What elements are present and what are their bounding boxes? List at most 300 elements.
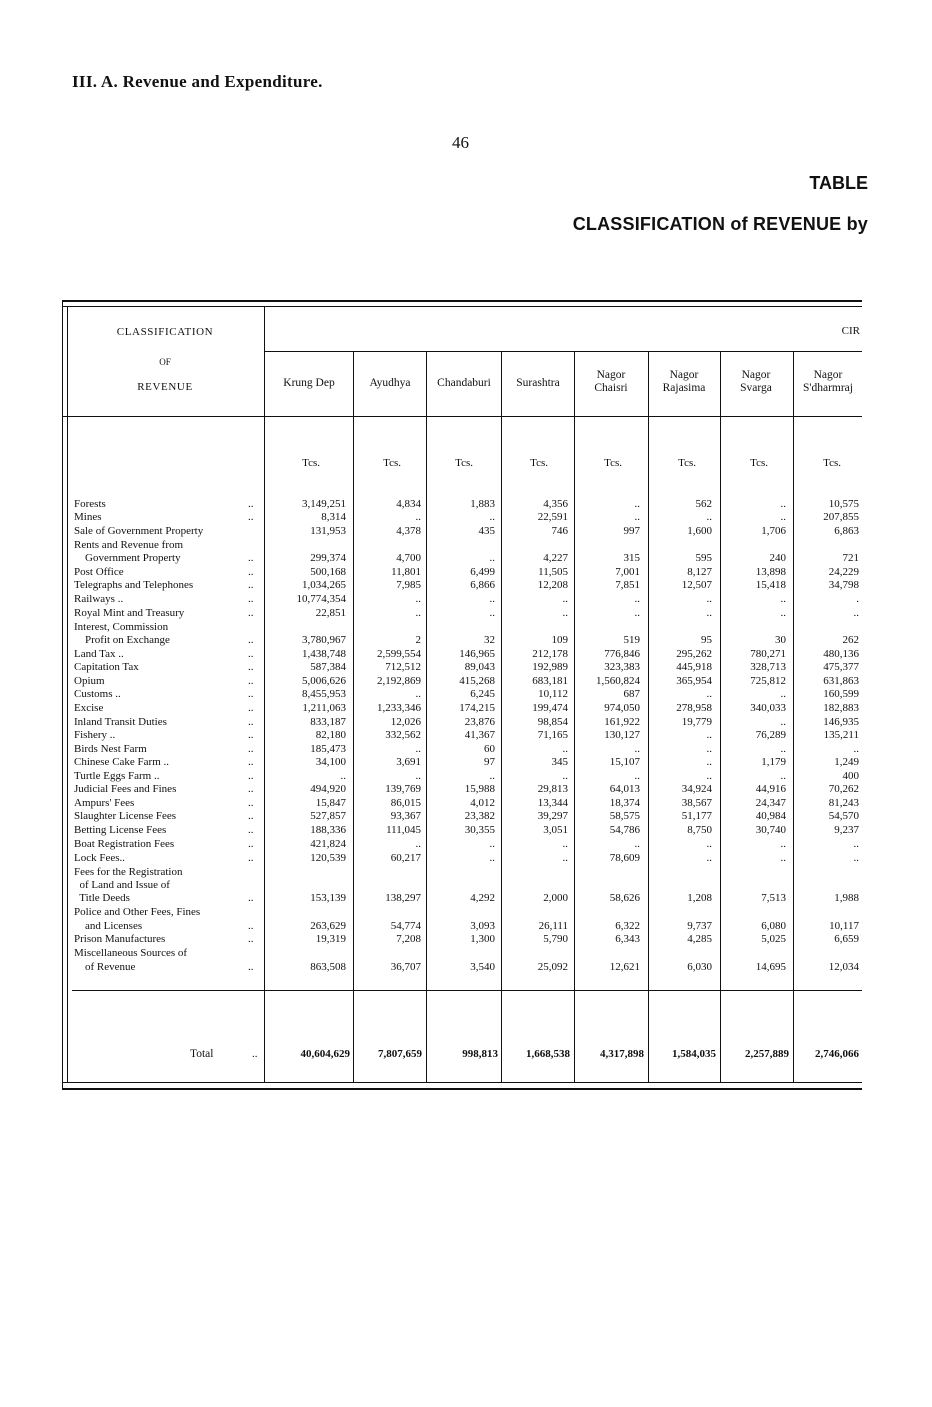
table-cell: 153,139 — [310, 892, 346, 904]
table-cell: 3,691 — [396, 756, 421, 768]
table-cell: 5,006,626 — [302, 675, 346, 687]
row-label: Lock Fees.. — [74, 852, 126, 864]
table-cell: .. — [415, 511, 421, 523]
table-cell: 4,285 — [687, 933, 712, 945]
row-label: Customs .. — [74, 688, 121, 700]
table-cell: .. — [415, 743, 421, 755]
table-cell: 323,383 — [604, 661, 640, 673]
col-header-ayudhya: Ayudhya — [369, 377, 411, 389]
table-cell: 93,367 — [390, 810, 421, 822]
table-cell: 4,012 — [470, 797, 495, 809]
table-cell: 400 — [842, 770, 859, 782]
table-cell: .. — [489, 552, 495, 564]
table-cell: .. — [415, 607, 421, 619]
table-cell: 2,599,554 — [377, 648, 421, 660]
table-cell: .. — [780, 770, 786, 782]
row-label: and Licenses — [74, 920, 143, 932]
table-cell: 6,659 — [834, 933, 859, 945]
table-cell: 24,347 — [755, 797, 786, 809]
table-cell: 10,575 — [828, 498, 859, 510]
table-cell: .. — [634, 607, 640, 619]
table-cell: 24,229 — [828, 566, 859, 578]
table-cell: 9,737 — [687, 920, 712, 932]
row-label: Mines — [74, 511, 102, 523]
table-row — [0, 757, 932, 768]
row-label: Turtle Eggs Farm .. — [74, 770, 160, 782]
row-label: Judicial Fees and Fines — [74, 783, 177, 795]
table-cell: 1,988 — [834, 892, 859, 904]
table-cell: 1,300 — [470, 933, 495, 945]
table-cell: .. — [634, 593, 640, 605]
table-cell: 278,958 — [676, 702, 712, 714]
unit-label: Tcs. — [604, 457, 622, 469]
table-cell: 6,863 — [834, 525, 859, 537]
table-cell: 345 — [551, 756, 568, 768]
table-cell: 5,790 — [543, 933, 568, 945]
table-cell: 19,779 — [681, 716, 712, 728]
table-cell: 44,916 — [755, 783, 786, 795]
table-cell: 34,798 — [828, 579, 859, 591]
row-label: Excise — [74, 702, 104, 714]
table-cell: 6,245 — [470, 688, 495, 700]
table-cell: 6,322 — [615, 920, 640, 932]
row-label: Miscellaneous Sources of — [74, 947, 188, 959]
total-cell: 7,807,659 — [378, 1048, 422, 1060]
table-cell: 365,954 — [676, 675, 712, 687]
table-cell: 60,217 — [390, 852, 421, 864]
total-cell: 40,604,629 — [300, 1048, 350, 1060]
table-cell: 13,344 — [537, 797, 568, 809]
table-cell: 519 — [623, 634, 640, 646]
row-leader-dots: .. — [248, 702, 254, 714]
table-cell: 7,851 — [615, 579, 640, 591]
table-cell: 683,181 — [532, 675, 568, 687]
total-dots: .. — [252, 1048, 258, 1060]
table-cell: 1,706 — [761, 525, 786, 537]
table-cell: 6,030 — [687, 961, 712, 973]
total-row — [0, 1049, 932, 1060]
table-cell: 60 — [484, 743, 495, 755]
table-cell: .. — [562, 743, 568, 755]
table-cell: .. — [853, 838, 859, 850]
total-cell: 998,813 — [462, 1048, 498, 1060]
table-cell: 1,179 — [761, 756, 786, 768]
table-row — [0, 635, 932, 646]
total-label: Total — [190, 1048, 214, 1060]
table-cell: 139,769 — [385, 783, 421, 795]
table-cell: 120,539 — [310, 852, 346, 864]
row-label: Opium — [74, 675, 105, 687]
table-row — [0, 580, 932, 591]
row-label: Railways .. — [74, 593, 124, 605]
table-cell: 86,015 — [390, 797, 421, 809]
table-cell: 5,025 — [761, 933, 786, 945]
table-cell: 328,713 — [750, 661, 786, 673]
table-cell: 22,591 — [537, 511, 568, 523]
table-cell: .. — [634, 838, 640, 850]
table-cell: 39,297 — [537, 810, 568, 822]
section-heading: III. A. Revenue and Expenditure. — [72, 72, 323, 91]
table-row — [0, 730, 932, 741]
row-label: Interest, Commission — [74, 621, 169, 633]
table-cell: 1,438,748 — [302, 648, 346, 660]
table-cell: 1,208 — [687, 892, 712, 904]
table-cell: .. — [780, 838, 786, 850]
table-cell: . — [856, 593, 859, 605]
table-cell: .. — [706, 593, 712, 605]
table-cell: 6,080 — [761, 920, 786, 932]
table-cell: 98,854 — [537, 716, 568, 728]
table-cell: 54,774 — [390, 920, 421, 932]
table-cell: 130,127 — [604, 729, 640, 741]
total-cell: 2,257,889 — [745, 1048, 789, 1060]
col-header-chandaburi: Chandaburi — [437, 377, 491, 389]
row-label: Telegraphs and Telephones — [74, 579, 194, 591]
table-cell: .. — [489, 770, 495, 782]
table-cell: 1,883 — [470, 498, 495, 510]
table-cell: 1,560,824 — [596, 675, 640, 687]
unit-label: Tcs. — [302, 457, 320, 469]
row-label: of Land and Issue of — [74, 879, 170, 891]
table-cell: .. — [489, 511, 495, 523]
row-label: Inland Transit Duties — [74, 716, 167, 728]
table-cell: 1,600 — [687, 525, 712, 537]
bottom-rule-thick — [62, 1088, 862, 1090]
table-cell: .. — [706, 607, 712, 619]
table-cell: 7,513 — [761, 892, 786, 904]
table-cell: 776,846 — [604, 648, 640, 660]
row-leader-dots: .. — [248, 648, 254, 660]
table-cell: 10,112 — [538, 688, 568, 700]
table-row — [0, 962, 932, 973]
table-cell: 1,249 — [834, 756, 859, 768]
row-leader-dots: .. — [248, 810, 254, 822]
table-cell: 40,984 — [755, 810, 786, 822]
table-cell: 22,851 — [315, 607, 346, 619]
table-cell: .. — [415, 688, 421, 700]
table-row — [0, 622, 932, 633]
unit-label: Tcs. — [678, 457, 696, 469]
table-cell: 188,336 — [310, 824, 346, 836]
table-cell: 29,813 — [537, 783, 568, 795]
table-cell: 138,297 — [385, 892, 421, 904]
table-cell: 833,187 — [310, 716, 346, 728]
total-cell: 2,746,066 — [815, 1048, 859, 1060]
table-cell: 8,127 — [687, 566, 712, 578]
row-leader-dots: .. — [248, 661, 254, 673]
table-row — [0, 594, 932, 605]
table-cell: 15,107 — [609, 756, 640, 768]
table-row — [0, 948, 932, 959]
table-cell: 8,750 — [687, 824, 712, 836]
table-cell: 95 — [701, 634, 712, 646]
table-cell: 109 — [551, 634, 568, 646]
table-cell: .. — [562, 593, 568, 605]
table-cell: 32 — [484, 634, 495, 646]
row-leader-dots: .. — [248, 729, 254, 741]
table-row — [0, 771, 932, 782]
table-cell: 725,812 — [750, 675, 786, 687]
row-leader-dots: .. — [248, 824, 254, 836]
top-rule — [62, 300, 862, 302]
table-cell: .. — [489, 593, 495, 605]
table-cell: .. — [562, 838, 568, 850]
unit-label: Tcs. — [455, 457, 473, 469]
row-label: Forests — [74, 498, 106, 510]
table-cell: 3,149,251 — [302, 498, 346, 510]
table-cell: 4,356 — [543, 498, 568, 510]
table-cell: 9,237 — [834, 824, 859, 836]
table-cell: 12,026 — [390, 716, 421, 728]
table-row — [0, 921, 932, 932]
row-leader-dots: .. — [248, 579, 254, 591]
table-cell: 185,473 — [310, 743, 346, 755]
table-cell: 12,208 — [537, 579, 568, 591]
table-cell: 631,863 — [823, 675, 859, 687]
table-row — [0, 798, 932, 809]
row-label: Government Property — [74, 552, 181, 564]
table-row — [0, 825, 932, 836]
row-leader-dots: .. — [248, 566, 254, 578]
table-cell: .. — [853, 852, 859, 864]
table-cell: .. — [853, 607, 859, 619]
table-cell: 263,629 — [310, 920, 346, 932]
table-cell: 500,168 — [310, 566, 346, 578]
row-leader-dots: .. — [248, 552, 254, 564]
row-label: Sale of Government Property — [74, 525, 204, 537]
row-leader-dots: .. — [248, 511, 254, 523]
table-cell: .. — [780, 511, 786, 523]
table-cell: .. — [780, 607, 786, 619]
row-leader-dots: .. — [248, 498, 254, 510]
table-cell: 51,177 — [681, 810, 712, 822]
table-row — [0, 526, 932, 537]
row-label: of Revenue — [74, 961, 136, 973]
table-row — [0, 662, 932, 673]
table-cell: 81,243 — [828, 797, 859, 809]
table-cell: 587,384 — [310, 661, 346, 673]
table-cell: 1,034,265 — [302, 579, 346, 591]
table-cell: .. — [780, 688, 786, 700]
table-cell: 4,292 — [470, 892, 495, 904]
row-leader-dots: .. — [248, 770, 254, 782]
table-cell: 299,374 — [310, 552, 346, 564]
table-cell: 2 — [415, 634, 421, 646]
total-top-rule — [72, 990, 862, 991]
row-leader-dots: .. — [248, 675, 254, 687]
row-leader-dots: .. — [248, 634, 254, 646]
table-cell: 12,034 — [828, 961, 859, 973]
table-cell: 76,289 — [755, 729, 786, 741]
table-cell: 78,609 — [609, 852, 640, 864]
total-cell: 1,668,538 — [526, 1048, 570, 1060]
table-cell: .. — [634, 770, 640, 782]
table-cell: 146,935 — [823, 716, 859, 728]
table-row — [0, 907, 932, 918]
table-row — [0, 934, 932, 945]
table-cell: 4,378 — [396, 525, 421, 537]
table-cell: 315 — [623, 552, 640, 564]
table-cell: .. — [706, 852, 712, 864]
table-cell: 182,883 — [823, 702, 859, 714]
table-cell: 146,965 — [459, 648, 495, 660]
table-cell: 161,922 — [604, 716, 640, 728]
table-cell: 12,621 — [609, 961, 640, 973]
table-cell: 64,013 — [609, 783, 640, 795]
table-cell: 19,319 — [315, 933, 346, 945]
table-cell: 295,262 — [676, 648, 712, 660]
row-label: Ampurs' Fees — [74, 797, 135, 809]
unit-label: Tcs. — [383, 457, 401, 469]
table-cell: 30,740 — [755, 824, 786, 836]
table-row — [0, 703, 932, 714]
table-cell: 97 — [484, 756, 495, 768]
table-cell: 89,043 — [464, 661, 495, 673]
row-label: Royal Mint and Treasury — [74, 607, 185, 619]
table-cell: 3,540 — [470, 961, 495, 973]
table-row — [0, 567, 932, 578]
table-cell: .. — [780, 498, 786, 510]
table-cell: 212,178 — [532, 648, 568, 660]
table-row — [0, 499, 932, 510]
row-label: Capitation Tax — [74, 661, 139, 673]
table-cell: .. — [780, 593, 786, 605]
table-cell: 131,953 — [310, 525, 346, 537]
row-label: Fees for the Registration — [74, 866, 183, 878]
total-cell: 4,317,898 — [600, 1048, 644, 1060]
row-leader-dots: .. — [248, 852, 254, 864]
table-title: CLASSIFICATION of REVENUE by — [572, 214, 868, 234]
bottom-rule — [62, 1082, 862, 1083]
table-cell: 480,136 — [823, 648, 859, 660]
table-row — [0, 893, 932, 904]
table-row — [0, 649, 932, 660]
table-cell: 36,707 — [390, 961, 421, 973]
table-cell: 2,192,869 — [377, 675, 421, 687]
table-cell: .. — [706, 770, 712, 782]
table-row — [0, 540, 932, 551]
row-leader-dots: .. — [248, 838, 254, 850]
table-row — [0, 867, 932, 878]
table-cell: 712,512 — [385, 661, 421, 673]
table-cell: 4,700 — [396, 552, 421, 564]
table-cell: 3,051 — [543, 824, 568, 836]
table-cell: .. — [489, 852, 495, 864]
table-row — [0, 717, 932, 728]
table-cell: 721 — [842, 552, 859, 564]
table-cell: 10,117 — [829, 920, 859, 932]
table-cell: .. — [780, 743, 786, 755]
table-cell: .. — [415, 770, 421, 782]
table-cell: 34,100 — [315, 756, 346, 768]
table-cell: 15,418 — [755, 579, 786, 591]
col-header-nagor-svarga: Nagor Svarga — [740, 369, 772, 394]
table-cell: 240 — [769, 552, 786, 564]
table-cell: 1,233,346 — [377, 702, 421, 714]
row-label: Birds Nest Farm — [74, 743, 147, 755]
table-row — [0, 839, 932, 850]
row-label: Fishery .. — [74, 729, 116, 741]
table-cell: 23,876 — [464, 716, 495, 728]
table-cell: .. — [780, 852, 786, 864]
row-leader-dots: .. — [248, 933, 254, 945]
unit-label: Tcs. — [823, 457, 841, 469]
table-cell: .. — [706, 743, 712, 755]
col-header-nagor-chaisri: Nagor Chaisri — [594, 369, 628, 394]
table-cell: 7,985 — [396, 579, 421, 591]
table-row — [0, 853, 932, 864]
table-cell: 415,268 — [459, 675, 495, 687]
row-leader-dots: .. — [248, 961, 254, 973]
table-cell: .. — [340, 770, 346, 782]
table-cell: 997 — [623, 525, 640, 537]
table-cell: .. — [489, 607, 495, 619]
col-header-nagor-rajasima: Nagor Rajasima — [662, 369, 706, 394]
table-cell: 30,355 — [464, 824, 495, 836]
table-cell: 3,093 — [470, 920, 495, 932]
table-cell: 30 — [775, 634, 786, 646]
row-leader-dots: .. — [248, 607, 254, 619]
table-row — [0, 880, 932, 891]
table-cell: 262 — [842, 634, 859, 646]
unit-label: Tcs. — [530, 457, 548, 469]
row-leader-dots: .. — [248, 716, 254, 728]
table-cell: 111,045 — [386, 824, 421, 836]
table-cell: 15,988 — [464, 783, 495, 795]
row-label: Title Deeds — [74, 892, 130, 904]
table-row — [0, 689, 932, 700]
row-label: Post Office — [74, 566, 124, 578]
table-cell: 18,374 — [609, 797, 640, 809]
table-cell: .. — [853, 743, 859, 755]
table-cell: 54,570 — [828, 810, 859, 822]
table-cell: 192,989 — [532, 661, 568, 673]
table-row — [0, 608, 932, 619]
table-cell: 445,918 — [676, 661, 712, 673]
table-cell: .. — [706, 756, 712, 768]
total-cell: 1,584,035 — [672, 1048, 716, 1060]
table-cell: 340,033 — [750, 702, 786, 714]
table-cell: 421,824 — [310, 838, 346, 850]
table-cell: 7,001 — [615, 566, 640, 578]
top-rule-thin — [62, 306, 862, 307]
table-cell: 2,000 — [543, 892, 568, 904]
table-cell: 13,898 — [755, 566, 786, 578]
table-cell: 527,857 — [310, 810, 346, 822]
table-cell: 3,780,967 — [302, 634, 346, 646]
col-header-nagor-sdharmraj: Nagor S'dharmraj — [803, 369, 853, 394]
table-cell: .. — [706, 688, 712, 700]
table-label: TABLE — [809, 173, 868, 193]
header-bottom-rule — [62, 416, 862, 417]
table-cell: .. — [415, 593, 421, 605]
table-cell: 10,774,354 — [296, 593, 346, 605]
table-cell: 4,834 — [396, 498, 421, 510]
table-cell: 11,505 — [538, 566, 568, 578]
row-label: Betting License Fees — [74, 824, 167, 836]
table-cell: .. — [562, 607, 568, 619]
table-cell: 38,567 — [681, 797, 712, 809]
table-row — [0, 784, 932, 795]
table-cell: 974,050 — [604, 702, 640, 714]
table-cell: 207,855 — [823, 511, 859, 523]
col-header-krung-dep: Krung Dep — [283, 377, 335, 389]
table-cell: .. — [562, 852, 568, 864]
table-cell: .. — [706, 729, 712, 741]
table-cell: 6,343 — [615, 933, 640, 945]
row-leader-dots: .. — [248, 688, 254, 700]
table-cell: 687 — [623, 688, 640, 700]
